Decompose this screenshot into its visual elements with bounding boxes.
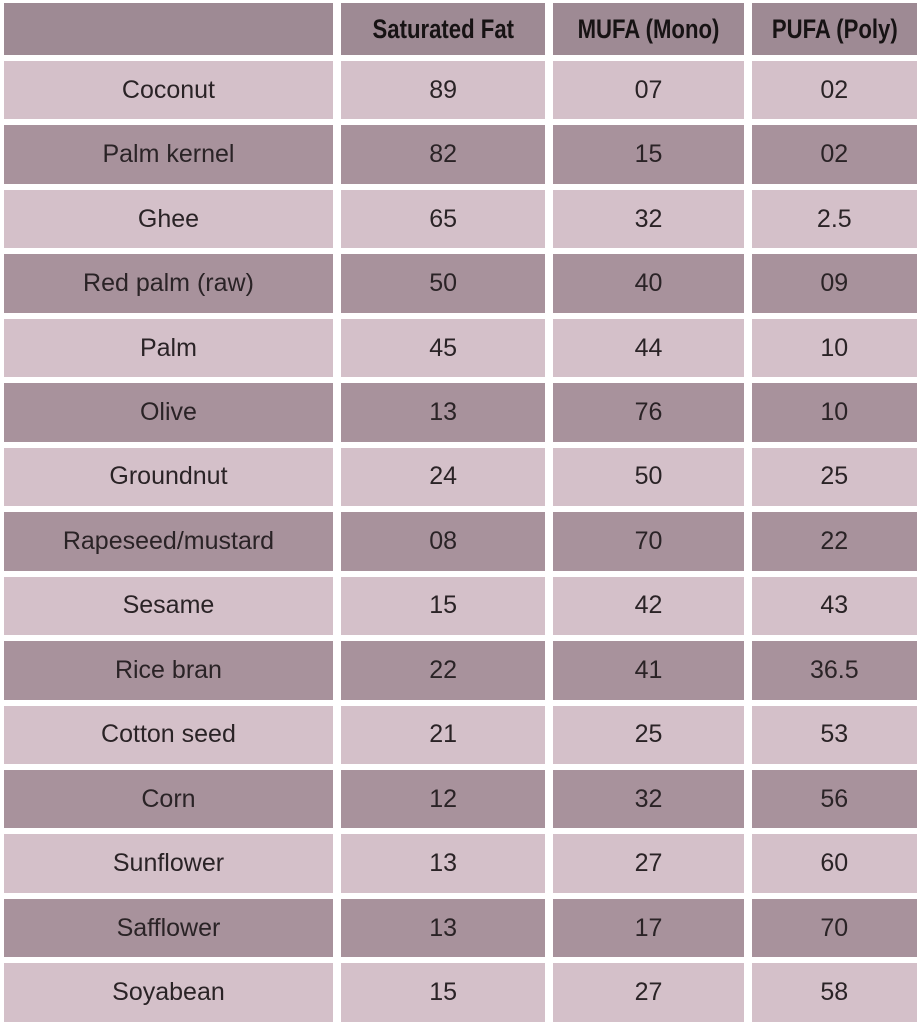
oil-name-cell: Soyabean	[4, 963, 333, 1022]
pufa-value-cell: 36.5	[752, 641, 917, 699]
saturated-fat-value-cell: 82	[341, 125, 545, 183]
mufa-value-cell: 41	[553, 641, 743, 699]
table-body	[4, 61, 917, 1022]
oil-name-cell: Red palm (raw)	[4, 254, 333, 312]
saturated-fat-value-cell: 08	[341, 512, 545, 570]
table-row	[4, 61, 917, 119]
pufa-value-cell: 10	[752, 383, 917, 441]
table-row	[4, 190, 917, 248]
table-row	[4, 319, 917, 377]
oil-name-cell: Sunflower	[4, 834, 333, 892]
oil-name-cell: Rice bran	[4, 641, 333, 699]
oil-name-cell: Sesame	[4, 577, 333, 635]
table-row	[4, 899, 917, 957]
pufa-value-cell: 02	[752, 125, 917, 183]
saturated-fat-value-cell: 13	[341, 899, 545, 957]
table-header	[4, 3, 917, 55]
saturated-fat-value-cell: 13	[341, 383, 545, 441]
oil-name-cell: Cotton seed	[4, 706, 333, 764]
mufa-value-cell: 40	[553, 254, 743, 312]
saturated-fat-value-cell: 15	[341, 963, 545, 1022]
oil-name-cell: Ghee	[4, 190, 333, 248]
pufa-value-cell: 02	[752, 61, 917, 119]
saturated-fat-value-cell: 22	[341, 641, 545, 699]
table-row	[4, 706, 917, 764]
mufa-value-cell: 07	[553, 61, 743, 119]
pufa-value-cell: 58	[752, 963, 917, 1022]
oil-name-cell: Corn	[4, 770, 333, 828]
header-cell-saturated-fat	[341, 3, 545, 55]
mufa-value-cell: 70	[553, 512, 743, 570]
table-row	[4, 770, 917, 828]
oil-name-cell: Groundnut	[4, 448, 333, 506]
oil-name-cell: Palm kernel	[4, 125, 333, 183]
pufa-value-cell: 70	[752, 899, 917, 957]
pufa-value-cell: 43	[752, 577, 917, 635]
saturated-fat-value-cell: 89	[341, 61, 545, 119]
pufa-value-cell: 60	[752, 834, 917, 892]
saturated-fat-value-cell: 12	[341, 770, 545, 828]
pufa-value-cell: 10	[752, 319, 917, 377]
mufa-value-cell: 17	[553, 899, 743, 957]
pufa-value-cell: 22	[752, 512, 917, 570]
header-pufa-label: PUFA (Poly)	[771, 13, 898, 44]
mufa-value-cell: 27	[553, 963, 743, 1022]
header-cell-mufa	[553, 3, 743, 55]
table-row	[4, 963, 917, 1022]
table-row	[4, 383, 917, 441]
pufa-value-cell: 09	[752, 254, 917, 312]
header-row	[4, 3, 917, 55]
mufa-value-cell: 32	[553, 190, 743, 248]
mufa-value-cell: 44	[553, 319, 743, 377]
saturated-fat-value-cell: 50	[341, 254, 545, 312]
header-saturated-fat-label: Saturated Fat	[372, 13, 514, 44]
saturated-fat-value-cell: 15	[341, 577, 545, 635]
header-cell-empty	[4, 3, 333, 55]
pufa-value-cell: 25	[752, 448, 917, 506]
pufa-value-cell: 56	[752, 770, 917, 828]
oil-name-cell: Safflower	[4, 899, 333, 957]
table-row	[4, 512, 917, 570]
oil-name-cell: Coconut	[4, 61, 333, 119]
table-row	[4, 254, 917, 312]
table-row	[4, 125, 917, 183]
saturated-fat-value-cell: 24	[341, 448, 545, 506]
header-cell-pufa	[752, 3, 917, 55]
saturated-fat-value-cell: 65	[341, 190, 545, 248]
oil-name-cell: Olive	[4, 383, 333, 441]
header-mufa-label: MUFA (Mono)	[577, 13, 720, 44]
oil-name-cell: Rapeseed/mustard	[4, 512, 333, 570]
table-row	[4, 577, 917, 635]
saturated-fat-value-cell: 21	[341, 706, 545, 764]
mufa-value-cell: 50	[553, 448, 743, 506]
mufa-value-cell: 27	[553, 834, 743, 892]
pufa-value-cell: 2.5	[752, 190, 917, 248]
mufa-value-cell: 25	[553, 706, 743, 764]
mufa-value-cell: 15	[553, 125, 743, 183]
saturated-fat-value-cell: 45	[341, 319, 545, 377]
table-row	[4, 448, 917, 506]
mufa-value-cell: 76	[553, 383, 743, 441]
oil-name-cell: Palm	[4, 319, 333, 377]
table-row	[4, 641, 917, 699]
mufa-value-cell: 32	[553, 770, 743, 828]
mufa-value-cell: 42	[553, 577, 743, 635]
saturated-fat-value-cell: 13	[341, 834, 545, 892]
table-row	[4, 834, 917, 892]
pufa-value-cell: 53	[752, 706, 917, 764]
